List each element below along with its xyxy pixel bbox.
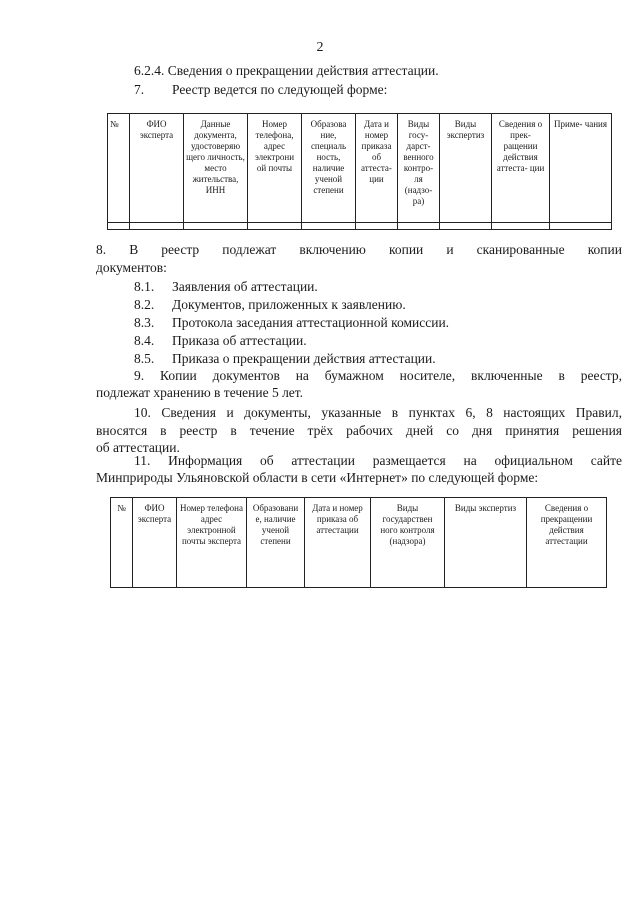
registry-col-name: ФИО эксперта <box>130 114 184 223</box>
registry-col-notes: Приме- чания <box>550 114 612 223</box>
section-9-line-1: 9. Копии документов на бумажном носителе, включенные в реестр, <box>134 368 622 383</box>
section-8-2 <box>134 297 406 313</box>
website-col-termination: Сведения о прекращении действия аттестации <box>527 498 607 588</box>
registry-col-number: № <box>108 114 130 223</box>
empty-cell <box>130 223 184 230</box>
website-col-name: ФИО эксперта <box>133 498 177 588</box>
section-11-line-2: Минприроды Ульяновской области в сети «Интернет» по следующей форме: <box>96 470 539 485</box>
item-number: 8.1. <box>134 279 155 294</box>
registry-col-order: Дата и номер приказа об аттеста- ции <box>356 114 398 223</box>
section-7-number: 7. <box>134 82 145 97</box>
section-8-4 <box>134 333 307 349</box>
empty-cell <box>302 223 356 230</box>
empty-cell <box>184 223 248 230</box>
website-info-table <box>110 497 607 588</box>
website-col-contacts: Номер телефона адрес электронной почты эксперта <box>177 498 247 588</box>
item-text: Приказа о прекращении действия аттестации. <box>172 351 436 366</box>
website-col-order: Дата и номер приказа об аттестации <box>305 498 371 588</box>
registry-table <box>107 113 612 230</box>
empty-cell <box>108 223 130 230</box>
empty-cell <box>356 223 398 230</box>
section-8-5 <box>134 351 436 367</box>
section-8-line-2: документов: <box>96 260 167 275</box>
item-number: 8.3. <box>134 315 155 330</box>
empty-cell <box>398 223 440 230</box>
registry-col-control-types: Виды госу- дарст- венного контро- ля (надзо- ра) <box>398 114 440 223</box>
section-8-3 <box>134 315 449 331</box>
website-col-expertise-types: Виды экспертиз <box>445 498 527 588</box>
empty-cell <box>550 223 612 230</box>
website-col-education: Образовани е, наличие ученой степени <box>247 498 305 588</box>
empty-cell <box>492 223 550 230</box>
empty-cell <box>248 223 302 230</box>
item-text: Приказа об аттестации. <box>172 333 307 348</box>
registry-table-empty-row <box>108 223 612 230</box>
section-7 <box>134 82 387 98</box>
item-text: Документов, приложенных к заявлению. <box>172 297 406 312</box>
item-number: 8.4. <box>134 333 155 348</box>
section-10-line-3: об аттестации. <box>96 440 180 455</box>
item-number: 8.5. <box>134 351 155 366</box>
section-8-line-1: 8. В реестр подлежат включению копии и сканированные копии <box>96 242 622 257</box>
section-11-line-1: 11. Информация об аттестации размещается на официальном сайте <box>134 453 622 468</box>
registry-col-expertise-types: Виды экспертиз <box>440 114 492 223</box>
website-col-control-types: Виды государствен ного контроля (надзора) <box>371 498 445 588</box>
section-9-line-2: подлежат хранению в течение 5 лет. <box>96 385 304 400</box>
registry-col-termination: Сведения о прек- ращении действия аттеста- ции <box>492 114 550 223</box>
website-col-number: № <box>111 498 133 588</box>
section-7-text: Реестр ведется по следующей форме: <box>172 82 388 97</box>
registry-col-id-document: Данные документа, удостоверяю щего личность, место жительства, ИНН <box>184 114 248 223</box>
section-6-2-4: 6.2.4. Сведения о прекращении действия аттестации. <box>134 63 439 78</box>
website-table-header-row <box>111 498 607 588</box>
item-text: Заявления об аттестации. <box>172 279 318 294</box>
section-10-line-2: вносятся в реестр в течение трёх рабочих дней со дня принятия решения <box>96 423 622 438</box>
item-text: Протокола заседания аттестационной комиссии. <box>172 315 450 330</box>
empty-cell <box>440 223 492 230</box>
registry-col-education: Образова ние, специаль ность, наличие ученой степени <box>302 114 356 223</box>
section-10-line-1: 10. Сведения и документы, указанные в пунктах 6, 8 настоящих Правил, <box>134 405 622 420</box>
registry-col-contacts: Номер телефона, адрес электрони ой почты <box>248 114 302 223</box>
registry-table-header-row <box>108 114 612 223</box>
section-8-1 <box>134 279 318 295</box>
item-number: 8.2. <box>134 297 155 312</box>
page-number: 2 <box>316 40 324 55</box>
